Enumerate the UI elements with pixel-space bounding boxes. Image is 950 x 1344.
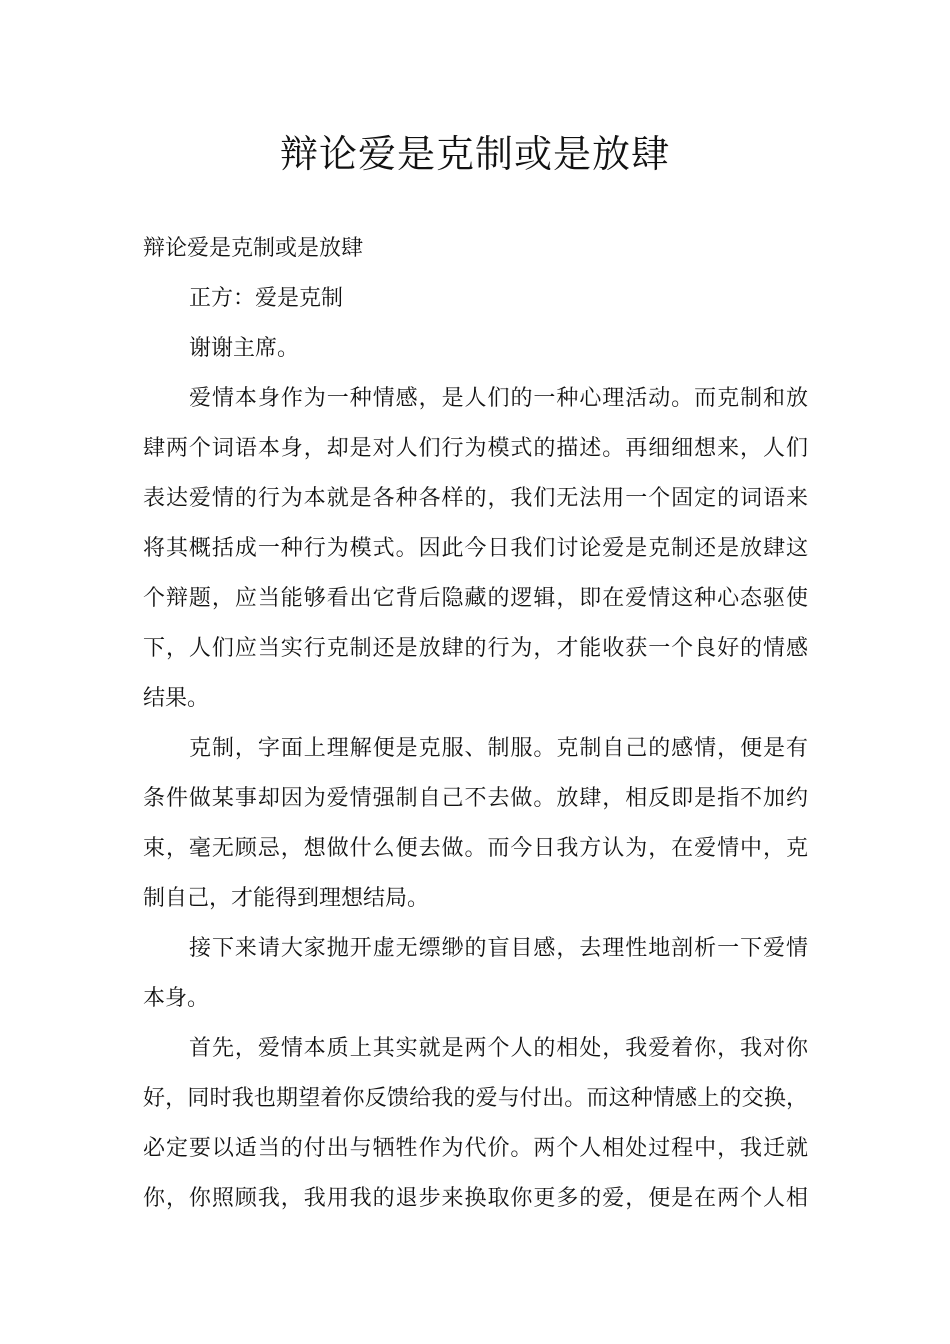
paragraph-line: 表达爱情的行为本就是各种各样的，我们无法用一个固定的词语来 — [143, 486, 808, 511]
paragraph-line: 制自己，才能得到理想结局。 — [143, 886, 430, 911]
paragraph-line: 束，毫无顾忌，想做什么便去做。而今日我方认为，在爱情中，克 — [143, 836, 808, 861]
paragraph-2 — [143, 724, 808, 924]
paragraph-line: 下，人们应当实行克制还是放肆的行为，才能收获一个良好的情感 — [143, 636, 808, 661]
paragraph-1 — [143, 374, 808, 724]
paragraph-3 — [143, 924, 808, 1024]
paragraph-line: 条件做某事却因为爱情强制自己不去做。放肆，相反即是指不加约 — [143, 786, 808, 811]
paragraph-line: 爱情本身作为一种情感，是人们的一种心理活动。而克制和放 — [189, 386, 808, 411]
paragraph-4 — [143, 1024, 808, 1224]
subtitle-line: 辩论爱是克制或是放肆 — [143, 236, 364, 261]
paragraph-line: 好，同时我也期望着你反馈给我的爱与付出。而这种情感上的交换， — [143, 1086, 808, 1111]
paragraph-line: 本身。 — [143, 986, 210, 1011]
paragraph-line: 接下来请大家抛开虚无缥缈的盲目感，去理性地剖析一下爱情 — [189, 936, 808, 961]
document-body — [143, 224, 808, 1224]
paragraph-line: 必定要以适当的付出与牺牲作为代价。两个人相处过程中，我迁就 — [143, 1136, 808, 1161]
paragraph-line: 克制，字面上理解便是克服、制服。克制自己的感情，便是有 — [189, 736, 808, 761]
greeting-line: 谢谢主席。 — [189, 336, 300, 361]
paragraph-line: 个辩题，应当能够看出它背后隐藏的逻辑，即在爱情这种心态驱使 — [143, 586, 808, 611]
paragraph-line: 肆两个词语本身，却是对人们行为模式的描述。再细细想来，人们 — [143, 436, 808, 461]
paragraph-line: 首先，爱情本质上其实就是两个人的相处，我爱着你，我对你 — [189, 1036, 808, 1061]
paragraph-line: 你，你照顾我，我用我的退步来换取你更多的爱，便是在两个人相 — [143, 1186, 808, 1211]
paragraph-line: 将其概括成一种行为模式。因此今日我们讨论爱是克制还是放肆这 — [143, 536, 808, 561]
paragraph-line: 结果。 — [143, 686, 210, 711]
document-title: 辩论爱是克制或是放肆 — [279, 132, 670, 176]
side-statement: 正方：爱是克制 — [189, 286, 344, 311]
